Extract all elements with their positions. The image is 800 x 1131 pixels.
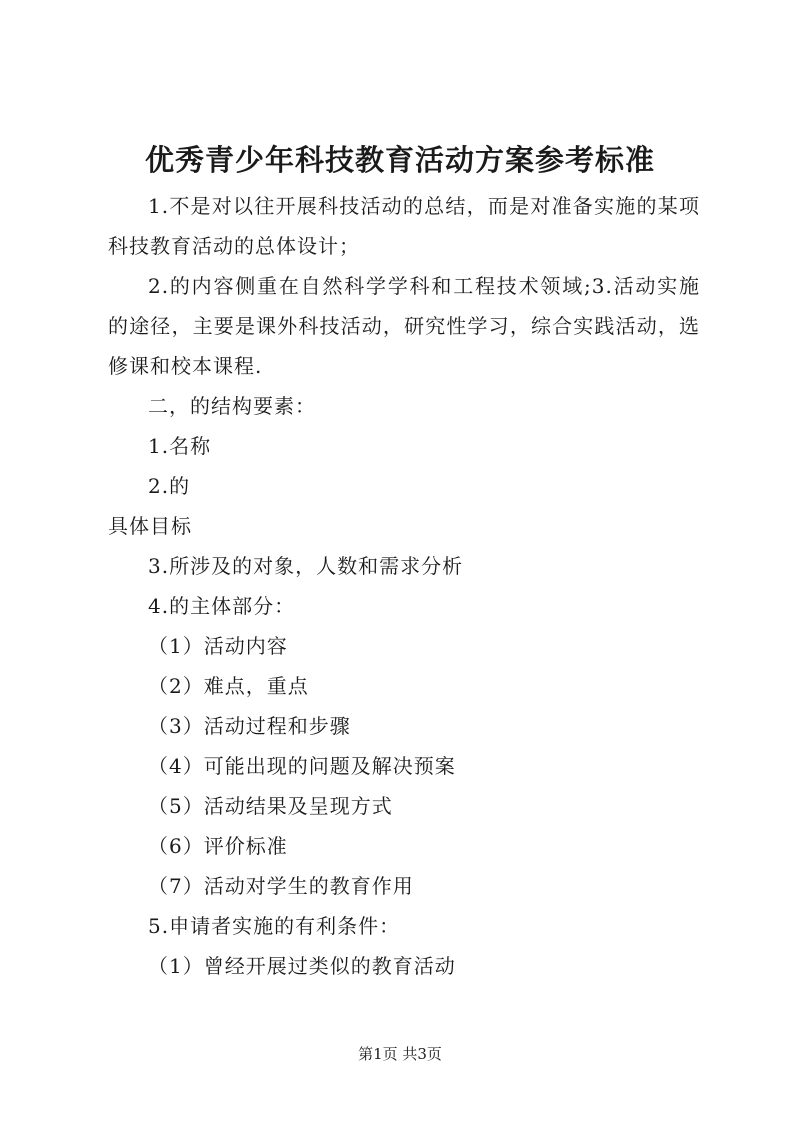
list-item: 具体目标 <box>108 514 192 538</box>
sub-list-item: （2）难点，重点 <box>148 674 309 698</box>
section-heading-structure: 二，的结构要素： <box>148 394 316 418</box>
list-item: 3.所涉及的对象，人数和需求分析 <box>148 554 464 578</box>
page-number-footer: 第1页 共3页 <box>358 1045 442 1063</box>
paragraph-2: 2.的内容侧重在自然科学学科和工程技术领域;3.活动实施的途径，主要是课外科技活动，研究性学习，综合实践活动，选修课和校本课程. <box>108 274 700 378</box>
list-item: 2.的 <box>148 474 191 498</box>
sub-list-item: （7）活动对学生的教育作用 <box>148 874 414 898</box>
document-body <box>108 186 700 986</box>
sub-list-item: （1）活动内容 <box>148 634 288 658</box>
sub-list-item: （4）可能出现的问题及解决预案 <box>148 754 456 778</box>
sub-list-item: （6）评价标准 <box>148 834 288 858</box>
list-item: 1.名称 <box>148 434 212 458</box>
document-title: 优秀青少年科技教育活动方案参考标准 <box>144 143 655 177</box>
list-item: 5.申请者实施的有利条件： <box>148 914 401 938</box>
paragraph-1: 1.不是对以往开展科技活动的总结，而是对准备实施的某项科技教育活动的总体设计； <box>108 194 700 258</box>
sub-list-item: （1）曾经开展过类似的教育活动 <box>148 954 456 978</box>
list-item: 4.的主体部分： <box>148 594 296 618</box>
sub-list-item: （3）活动过程和步骤 <box>148 714 351 738</box>
sub-list-item: （5）活动结果及呈现方式 <box>148 794 393 818</box>
